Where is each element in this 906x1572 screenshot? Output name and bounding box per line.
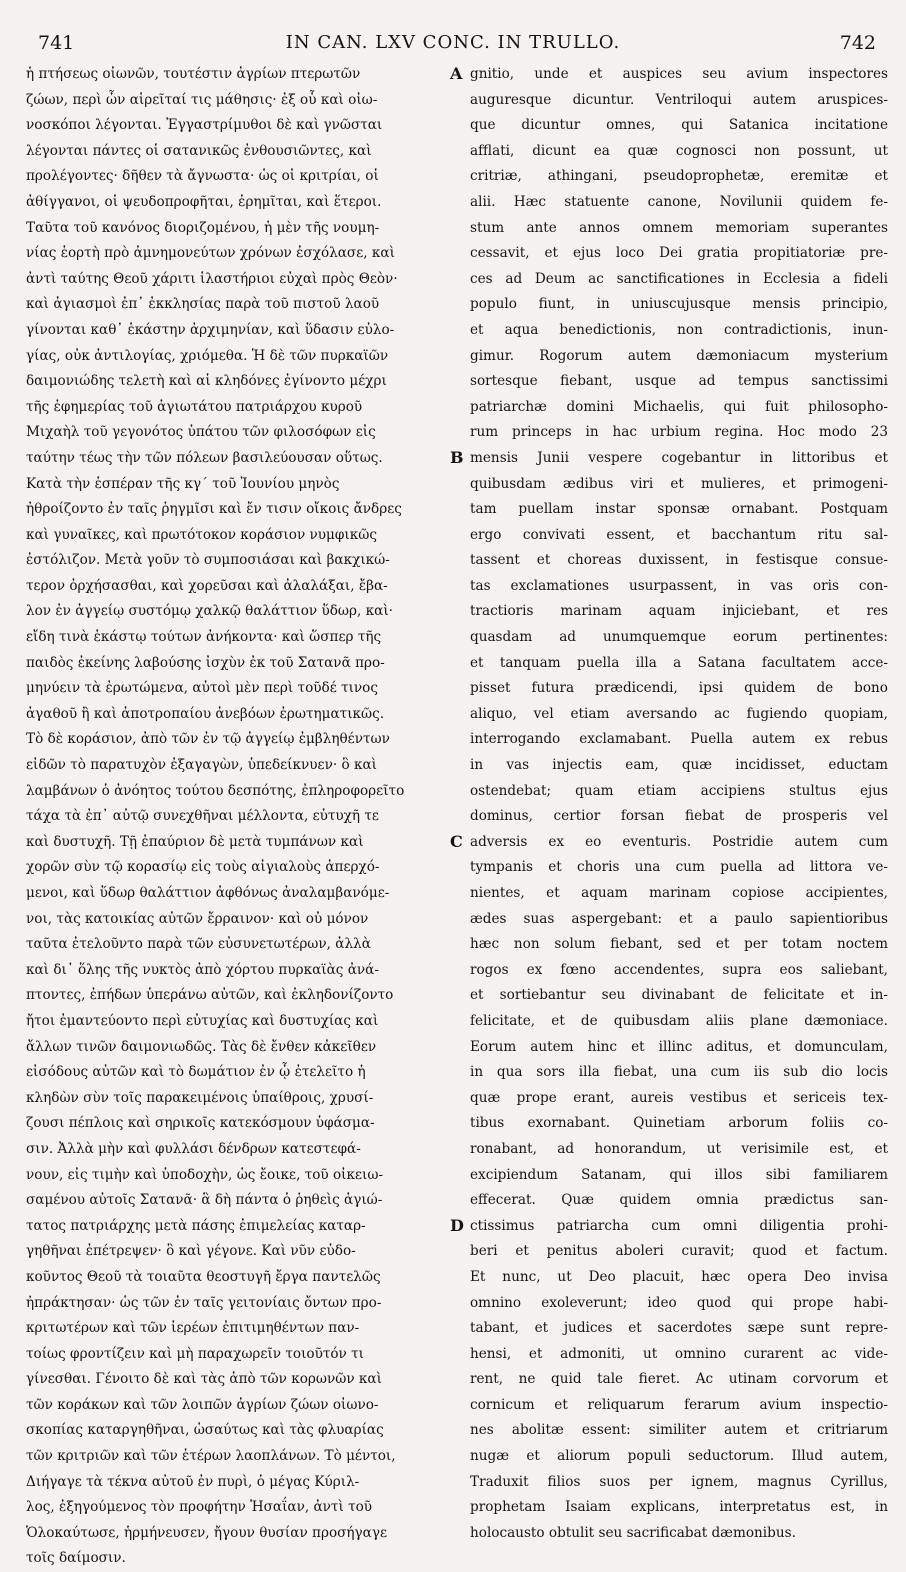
greek-text-line: Διήγαγε τὰ τέκνα αὐτοῦ ἐν πυρὶ, ὁ μέγας Κύριλ- xyxy=(26,1473,360,1490)
latin-text-line: holocausto obtulit seu sacrificabat dæmonibus. xyxy=(470,1524,796,1541)
greek-text-line: γίας, οὐκ ἀντιλογίας, χριόμεθα. Ἡ δὲ τῶν πυρκαϊῶν xyxy=(26,347,389,364)
latin-text-line: stum ante annos omnem memoriam superantes xyxy=(470,219,888,236)
latin-text-line: gimur. Rogorum autem dæmoniacum mysterium xyxy=(470,347,888,364)
greek-text-line: σιν. Ἀλλὰ μὴν καὶ φυλλάσι δένδρων κατεστεφά- xyxy=(26,1140,361,1157)
margin-letter: D xyxy=(450,1216,464,1235)
latin-text-line: tam puellam instar sponsæ ornabant. Postquam xyxy=(470,501,888,518)
latin-text-line: et aqua benedictionis, non contradictionis, inun- xyxy=(470,321,888,338)
latin-text-line: et sortiebantur seu divinabant de felicitate et in- xyxy=(470,987,888,1004)
greek-text-line: ἀγαθοῦ ἢ καὶ ἀποτροπαίου ἀνεβόων ἐρωτηματικῶς. xyxy=(26,705,385,722)
greek-text-line: λέγονται πάντες οἱ σατανικῶς ἐνθουσιῶντες, καὶ xyxy=(26,142,372,159)
greek-text-line: καὶ γυναῖκες, καὶ πρωτότοκον κοράσιον νυμφικῶς xyxy=(26,526,377,543)
latin-text-line: Eorum autem hinc et illinc aditus, et domunculam, xyxy=(470,1038,888,1055)
latin-text-line: que dicuntur omnes, qui Satanica incitatione xyxy=(470,117,888,134)
greek-text-line: εἰδῶν τὸ παρατυχὸν ἐξαγαγὼν, ὑπεδείκνυεν· ὃ καὶ xyxy=(26,757,377,774)
greek-text-line: προλέγοντες· δῆθεν τὰ ἄγνωστα· ὡς οἱ κριτρίαι, οἱ xyxy=(26,168,379,185)
latin-text-line: nientes, et aquam marinam copiose accipientes, xyxy=(470,885,888,901)
latin-text-line: excipiendum Satanam, qui illos sibi familiarem xyxy=(470,1166,888,1183)
greek-text-line: παιδὸς ἐκείνης λαβούσης ἰσχὺν ἐκ τοῦ Σατανᾶ προ- xyxy=(26,654,385,671)
greek-text-line: τοῖς δαίμοσιν. xyxy=(26,1550,126,1567)
latin-text-line: Traduxit filios suos per ignem, magnus Cyrillus, xyxy=(470,1473,888,1490)
greek-text-line: Ὁλοκαύτωσε, ἡρμήνευσεν, ἤγουν θυσίαν προσήγαγε xyxy=(26,1524,388,1541)
latin-text-line: patriarchæ domini Michaelis, qui fuit philosopho- xyxy=(470,398,888,415)
greek-text-line: ἠθροίζοντο ἐν ταῖς ῥηγμῖσι καὶ ἔν τισιν οἴκοις ἄνδρες xyxy=(26,501,402,518)
greek-text-line: γίνεσθαι. Γένοιτο δὲ καὶ τὰς ἀπὸ τῶν κορωνῶν καὶ xyxy=(26,1371,382,1388)
greek-text-line: ταῦτα ἐτελοῦντο παρὰ τῶν εὐσυνετωτέρων, ἀλλὰ xyxy=(26,936,371,953)
greek-text-line: τερον ὀρχήσασθαι, καὶ χορεῦσαι καὶ ἀλαλάξαι, ἔβα- xyxy=(26,577,388,594)
greek-text-line: εἴδη τινὰ ἑκάστῳ τούτων ἀνήκοντα· καὶ ὥσπερ τῆς xyxy=(26,629,382,646)
margin-letter: C xyxy=(450,832,463,851)
latin-text-line: afflati, dicunt ea quæ cognosci non possunt, ut xyxy=(470,142,888,159)
latin-text-line: effecerat. Quæ quidem omnia prædictus san- xyxy=(470,1192,888,1209)
latin-text-line: Et nunc, ut Deo placuit, hæc opera Deo invisa xyxy=(470,1268,888,1285)
greek-text-line: τατος πατριάρχης μετὰ πάσης ἐπιμελείας καταρ- xyxy=(26,1217,366,1234)
greek-text-line: νοι, τὰς κατοικίας αὐτῶν ἔρραινον· καὶ οὐ μόνον xyxy=(26,910,369,927)
latin-text-line: tractioris marinam aquam injiciebant, et res xyxy=(470,603,888,620)
greek-text-line: σκοπίας καταργηθῆναι, ὡσαύτως καὶ τὰς φλυαρίας xyxy=(26,1422,384,1439)
greek-text-line: ἐστόλιζον. Μετὰ γοῦν τὸ συμποσιάσαι καὶ βακχικώ- xyxy=(26,552,390,569)
latin-text-line: in vas injectis eam, quæ incidisset, eductam xyxy=(470,757,888,774)
greek-text-line: Κατὰ τὴν ἑσπέραν τῆς κγ´ τοῦ Ἰουνίου μηνὸς xyxy=(26,475,340,492)
latin-text-line: tassent et choreas duxissent, in festisque consue- xyxy=(470,552,888,569)
greek-text-line: γίνονται καθ᾽ ἑκάστην ἀρχιμηνίαν, καὶ ὕδασιν εὐλο- xyxy=(26,321,395,338)
greek-text-line: μηνύειν τὰ ἐρωτώμενα, αὐτοὶ μὲν περὶ τοῦδέ τινος xyxy=(26,680,378,697)
latin-text-line: quæ prope erant, aureis vestibus et sericeis tex- xyxy=(470,1089,888,1106)
latin-text-line: sortesque fiebant, usque ad tempus sanctissimi xyxy=(470,373,888,390)
greek-text-line: ζώων, περὶ ὧν αἱρεῖταί τις μάθησις· ἐξ οὗ καὶ οἰω- xyxy=(26,91,378,108)
greek-text-line: ἠπράκτησαν· ὡς τῶν ἐν ταῖς γειτονίαις ὄντων προ- xyxy=(26,1294,382,1311)
greek-text-line: ἡ πτήσεως οἰωνῶν, τουτέστιν ἀγρίων πτερωτῶν xyxy=(26,66,361,82)
greek-text-line: νουν, εἰς τιμὴν καὶ ὑποδοχὴν, ὡς ἔοικε, τοῦ οἰκειω- xyxy=(26,1166,384,1183)
latin-text-line: tabant, et judices et sacerdotes sæpe sunt repre- xyxy=(470,1320,888,1337)
latin-text-column xyxy=(470,62,888,1546)
greek-text-line: ἀθίγγανοι, οἱ ψευδοπροφῆται, ἐρημῖται, καὶ ἕτεροι. xyxy=(26,193,382,210)
greek-text-line: λαμβάνων ὁ ἀνόητος τούτου δεσπότης, ἐπληροφορεῖτο xyxy=(26,782,405,799)
greek-text-line: μενοι, καὶ ὕδωρ θαλάττιον ἀφθόνως ἀναλαμβανόμε- xyxy=(26,885,390,901)
greek-text-line: ἤτοι ἐμαντεύοντο περὶ εὐτυχίας καὶ δυστυχίας καὶ xyxy=(26,1012,379,1029)
latin-text-line: omnino exoleverunt; ideo quod qui prope habi- xyxy=(470,1294,888,1311)
latin-text-line: rent, ne quid tale fieret. Ac utinam corvorum et xyxy=(470,1371,888,1388)
page-number-left: 741 xyxy=(38,32,75,54)
latin-text-line: prophetam Isaiam explicans, interpretatus est, in xyxy=(470,1499,888,1516)
greek-text-line: ταύτην τέως τὴν τῶν πόλεων βασιλεύουσαν οὕτως. xyxy=(26,449,383,466)
latin-text-line: auguresque dicuntur. Ventriloqui autem aruspices- xyxy=(470,91,888,108)
greek-text-line: χορῶν σὺν τῷ κορασίῳ εἰς τοὺς αἰγιαλοὺς ἀπερχό- xyxy=(26,859,380,876)
latin-text-line: in qua sors illa fiebat, una cum iis sub dio locis xyxy=(470,1064,888,1081)
latin-text-line: ronabant, ad honorandum, ut verisimile est, et xyxy=(470,1140,888,1157)
greek-text-line: νοσκόποι λέγονται. Ἐγγαστρίμυθοι δὲ καὶ γνῶσται xyxy=(26,117,383,134)
margin-letter: B xyxy=(450,448,464,467)
latin-text-line: ctissimus patriarcha cum omni diligentia prohi- xyxy=(470,1217,888,1234)
latin-text-line: hensi, et admoniti, ut omnino curarent ac vide- xyxy=(470,1345,888,1362)
running-header xyxy=(0,24,906,56)
greek-text-line: κοῦντος Θεοῦ τὰ τοιαῦτα θεοστυγῆ ἔργα παντελῶς xyxy=(26,1268,381,1285)
greek-text-line: τοίως φροντίζειν καὶ μὴ παραχωρεῖν τοιοῦτόν τι xyxy=(26,1345,364,1362)
latin-text-line: rum princeps in hac urbium regina. Hoc modo 23 xyxy=(470,424,888,441)
latin-text-line: hæc non solum fiebant, sed et per totam noctem xyxy=(470,936,888,953)
latin-text-line: quasdam ad unumquemque eorum pertinentes: xyxy=(470,629,888,646)
latin-text-line: gnitio, unde et auspices seu avium inspectores xyxy=(470,66,888,82)
greek-text-line: λος, ἐξηγούμενος τὸν προφήτην Ἡσαΐαν, ἀντὶ τοῦ xyxy=(26,1499,373,1516)
greek-text-line: δαιμονιώδης τελετὴ καὶ αἱ κληδόνες ἐγίνοντο μέχρι xyxy=(26,373,387,390)
greek-text-line: ζουσι πέπλοις καὶ σηρικοῖς κατεκόσμουν ὑφάσμα- xyxy=(26,1115,375,1132)
greek-text-line: πτοντες, ἐπήδων ὑπεράνω αὐτῶν, καὶ ἐκληδονίζοντο xyxy=(26,987,394,1004)
latin-text-line: rogos ex fœno accendentes, supra eos saliebant, xyxy=(470,961,888,978)
latin-text-line: quibusdam ædibus viri et mulieres, et primogeni- xyxy=(470,475,888,492)
latin-text-line: et tanquam puella illa a Satana facultatem acce- xyxy=(470,654,888,671)
greek-text-line: καὶ ἁγιασμοὶ ἐπ᾽ ἐκκλησίας παρὰ τοῦ πιστοῦ λαοῦ xyxy=(26,296,380,313)
latin-text-line: ædes suas aspergebant: et a paulo sapientioribus xyxy=(470,910,888,927)
greek-text-line: τῶν κοράκων καὶ τῶν λοιπῶν ἀγρίων ζώων οἰωνο- xyxy=(26,1396,379,1413)
latin-text-line: adversis ex eo eventuris. Postridie autem cum xyxy=(470,833,888,850)
latin-text-line: tibus exornabant. Quinetiam arborum foliis co- xyxy=(470,1115,888,1132)
greek-text-line: ἄλλων τινῶν δαιμονιωδῶς. Τὰς δὲ ἔνθεν κἀκεῖθεν xyxy=(26,1038,377,1055)
margin-letter: A xyxy=(450,64,463,83)
greek-text-line: λον ἐν ἀγγείῳ συστόμῳ χαλκῷ θαλάττιον ὕδωρ, καὶ· xyxy=(26,603,393,620)
latin-text-line: tympanis et choris una cum puella ad littora ve- xyxy=(470,859,888,876)
latin-text-line: tas exclamationes usurpassent, in vas oris con- xyxy=(470,577,888,594)
latin-text-line: dominus, certior forsan fiebat de prosperis vel xyxy=(470,808,888,825)
latin-text-line: interrogando exclamabant. Puella autem ex rebus xyxy=(470,731,888,748)
latin-text-line: alii. Hæc statuente canone, Novilunii quidem fe- xyxy=(470,193,888,210)
greek-text-line: καὶ δυστυχῆ. Τῇ ἐπαύριον δὲ μετὰ τυμπάνων καὶ xyxy=(26,833,364,850)
greek-text-line: νίας ἑορτὴ πρὸ ἀμνημονεύτων χρόνων ἐσχόλασε, καὶ xyxy=(26,245,395,262)
greek-text-line: τῆς ἐφημερίας τοῦ ἁγιωτάτου πατριάρχου κυροῦ xyxy=(26,398,363,415)
greek-text-line: εἰσόδους αὐτῶν καὶ τὸ δωμάτιον ἐν ᾧ ἐτελεῖτο ἡ xyxy=(26,1064,366,1081)
latin-text-line: beri et penitus aboleri curavit; quod et factum. xyxy=(470,1243,888,1260)
greek-text-line: σαμένου αὐτοῖς Σατανᾶ· ἃ δὴ πάντα ὁ ῥηθεὶς ἁγιώ- xyxy=(26,1192,383,1209)
latin-text-line: cessavit, et ejus loco Dei gratia propitiatoriæ pre- xyxy=(470,245,888,262)
greek-text-line: τῶν κριτριῶν καὶ τῶν ἑτέρων λαοπλάνων. Τὸ μέντοι, xyxy=(26,1448,396,1465)
latin-text-line: aliquo, vel etiam aversando ac fugiendo quopiam, xyxy=(470,705,888,722)
greek-text-line: Ταῦτα τοῦ κανόνος διοριζομένου, ἡ μὲν τῆς νουμη- xyxy=(26,219,380,236)
latin-text-line: ostendebat; quam etiam accipiens stultus ejus xyxy=(470,782,888,799)
page-number-right: 742 xyxy=(839,32,876,54)
latin-text-line: ces ad Deum ac sanctificationes in Ecclesia a fideli xyxy=(470,270,888,287)
latin-text-line: mensis Junii vespere cogebantur in littoribus et xyxy=(470,449,888,466)
latin-text-line: cornicum et reliquarum ferarum avium inspectio- xyxy=(470,1396,888,1413)
latin-text-line: populo fiunt, in uniuscujusque mensis principio, xyxy=(470,296,888,313)
latin-text-line: ergo convivati essent, et bacchantum ritu sal- xyxy=(470,526,888,543)
latin-text-line: pisset futura prædicendi, ipsi quidem de bono xyxy=(470,680,888,697)
greek-text-line: Τὸ δὲ κοράσιον, ἀπὸ τῶν ἐν τῷ ἀγγείῳ ἐμβληθέντων xyxy=(26,731,390,748)
greek-text-line: γηθῆναι ἐπέτρεψεν· ὃ καὶ γέγονε. Καὶ νῦν εὐδο- xyxy=(26,1243,356,1260)
greek-text-line: κριτωτέρων καὶ τῶν ἱερέων ἐπιτιμηθέντων παν- xyxy=(26,1320,360,1337)
greek-text-line: ἀντὶ ταύτης Θεοῦ χάριτι ἱλαστήριοι εὐχαὶ πρὸς Θεὸν· xyxy=(26,270,398,287)
greek-text-column xyxy=(26,62,456,1572)
latin-text-line: critriæ, athingani, pseudoprophetæ, eremitæ et xyxy=(470,168,888,185)
latin-text-line: nes abolitæ essent: similiter autem et critriarum xyxy=(470,1422,888,1439)
latin-text-line: nugæ et aliorum populi seductorum. Illud autem, xyxy=(470,1448,888,1465)
greek-text-line: κληδὼν σὺν τοῖς παρακειμένοις ὑπαίθροις, χρυσί- xyxy=(26,1089,374,1106)
running-title: IN CAN. LXV CONC. IN TRULLO. xyxy=(285,32,621,53)
greek-text-line: Μιχαὴλ τοῦ γεγονότος ὑπάτου τῶν φιλοσόφων εἰς xyxy=(26,424,376,441)
latin-text-line: felicitate, et de quibusdam aliis plane dæmoniace. xyxy=(470,1012,888,1029)
greek-text-line: τάχα τὰ ἐπ᾽ αὐτῷ συνεχθῆναι μέλλοντα, εὐτυχῆ τε xyxy=(26,808,379,825)
greek-text-line: καὶ δι᾽ ὅλης τῆς νυκτὸς ἀπὸ χόρτου πυρκαϊὰς ἀνά- xyxy=(26,961,379,978)
